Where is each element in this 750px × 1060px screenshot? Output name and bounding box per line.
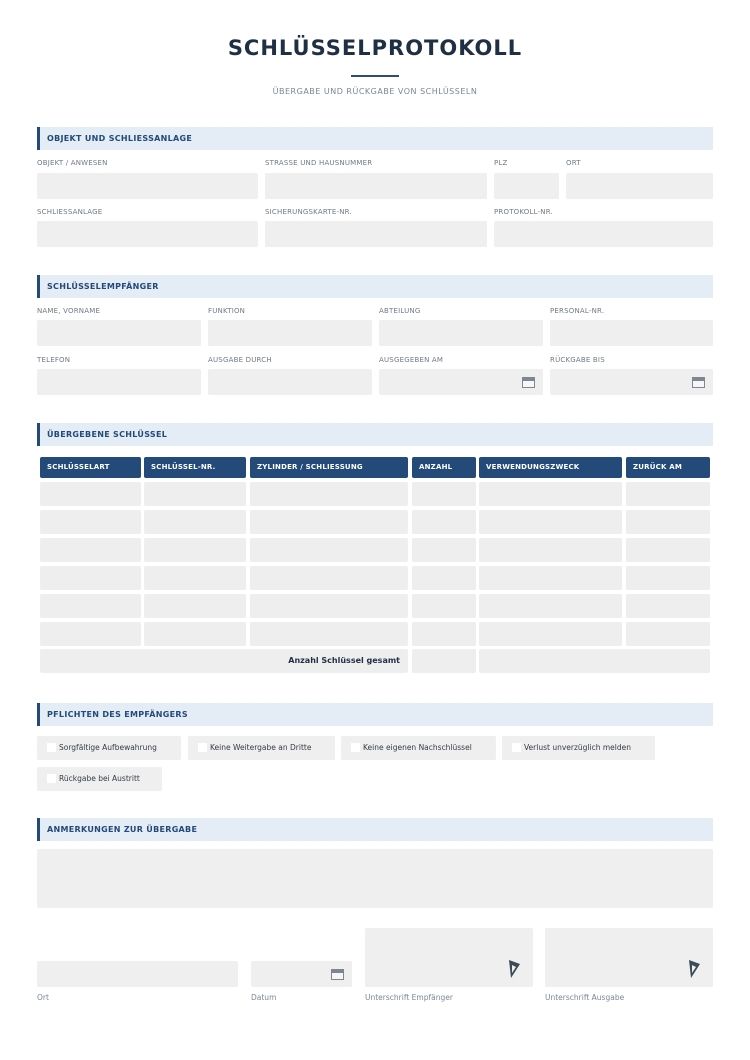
column-header-zylinder: ZYLINDER / SCHLIESSUNG <box>250 457 408 478</box>
label-unterschrift-empfaenger: Unterschrift Empfänger <box>365 993 453 1002</box>
checkbox-item[interactable] <box>188 736 335 760</box>
calendar-icon[interactable] <box>692 377 705 388</box>
checkbox-label: Keine Weitergabe an Dritte <box>210 743 312 752</box>
label-ausgabe-durch: AUSGABE DURCH <box>208 356 272 364</box>
datum-field[interactable] <box>251 961 352 987</box>
calendar-icon[interactable] <box>331 969 344 980</box>
objekt-field[interactable] <box>37 173 258 199</box>
label-protokoll: PROTOKOLL-NR. <box>494 208 553 216</box>
section-header-anmerkungen <box>37 818 713 841</box>
label-rueckgabe-bis: RÜCKGABE BIS <box>550 356 605 364</box>
strasse-field[interactable] <box>265 173 487 199</box>
section-header-empfaenger <box>37 275 713 298</box>
table-cell-verwendungszweck[interactable] <box>479 510 622 534</box>
table-cell-schluesselart[interactable] <box>40 482 141 506</box>
ausgegeben-am-field[interactable] <box>379 369 543 395</box>
label-plz: PLZ <box>494 159 508 167</box>
checkbox[interactable] <box>47 774 56 783</box>
label-ort: ORT <box>566 159 581 167</box>
ort-field[interactable] <box>566 173 713 199</box>
funktion-field[interactable] <box>208 320 372 346</box>
rueckgabe-bis-field[interactable] <box>550 369 713 395</box>
total-count-field[interactable] <box>412 649 476 673</box>
telefon-field[interactable] <box>37 369 201 395</box>
checkbox-label: Verlust unverzüglich melden <box>524 743 631 752</box>
table-cell-zurueck-am[interactable] <box>626 566 710 590</box>
table-cell-anzahl[interactable] <box>412 510 476 534</box>
checkbox-item[interactable] <box>37 736 181 760</box>
label-telefon: TELEFON <box>37 356 71 364</box>
label-name: NAME, VORNAME <box>37 307 101 315</box>
section-header-objekt <box>37 127 713 150</box>
table-cell-schluessel-nr[interactable] <box>144 510 246 534</box>
schliessanlage-field[interactable] <box>37 221 258 247</box>
abteilung-field[interactable] <box>379 320 543 346</box>
table-cell-schluesselart[interactable] <box>40 594 141 618</box>
ausgabe-durch-field[interactable] <box>208 369 372 395</box>
label-datum-footer: Datum <box>251 993 277 1002</box>
table-cell-verwendungszweck[interactable] <box>479 482 622 506</box>
table-cell-schluessel-nr[interactable] <box>144 538 246 562</box>
section-header-pflichten <box>37 703 713 726</box>
page-title: SCHLÜSSELPROTOKOLL <box>227 36 523 60</box>
table-cell-schluesselart[interactable] <box>40 538 141 562</box>
table-cell-schluesselart[interactable] <box>40 622 141 646</box>
section-title: ANMERKUNGEN ZUR ÜBERGABE <box>47 825 198 834</box>
column-header-schluessel-nr: SCHLÜSSEL-NR. <box>144 457 246 478</box>
checkbox-item[interactable] <box>341 736 496 760</box>
table-cell-anzahl[interactable] <box>412 538 476 562</box>
table-cell-verwendungszweck[interactable] <box>479 622 622 646</box>
table-cell-schluessel-nr[interactable] <box>144 594 246 618</box>
section-header-schluessel <box>37 423 713 446</box>
table-cell-verwendungszweck[interactable] <box>479 566 622 590</box>
checkbox[interactable] <box>47 743 56 752</box>
label-objekt: OBJEKT / ANWESEN <box>37 159 108 167</box>
checkbox[interactable] <box>198 743 207 752</box>
label-ort-footer: Ort <box>37 993 49 1002</box>
personal-field[interactable] <box>550 320 713 346</box>
table-cell-zylinder[interactable] <box>250 510 408 534</box>
table-cell-zurueck-am[interactable] <box>626 594 710 618</box>
total-label-cell <box>40 649 408 673</box>
checkbox-label: Sorgfältige Aufbewahrung <box>59 743 157 752</box>
table-cell-zylinder[interactable] <box>250 482 408 506</box>
label-schliessanlage: SCHLIESSANLAGE <box>37 208 103 216</box>
column-header-zurueck-am: ZURÜCK AM <box>626 457 710 478</box>
checkbox[interactable] <box>512 743 521 752</box>
table-cell-verwendungszweck[interactable] <box>479 538 622 562</box>
section-title: PFLICHTEN DES EMPFÄNGERS <box>47 710 188 719</box>
table-cell-zurueck-am[interactable] <box>626 510 710 534</box>
table-cell-schluessel-nr[interactable] <box>144 566 246 590</box>
label-abteilung: ABTEILUNG <box>379 307 421 315</box>
checkbox-item[interactable] <box>37 767 162 791</box>
section-title: ÜBERGEBENE SCHLÜSSEL <box>47 430 168 439</box>
table-cell-zylinder[interactable] <box>250 566 408 590</box>
checkbox-label: Rückgabe bei Austritt <box>59 774 140 783</box>
section-title: SCHLÜSSELEMPFÄNGER <box>47 282 159 291</box>
table-cell-zurueck-am[interactable] <box>626 622 710 646</box>
label-personal: PERSONAL-NR. <box>550 307 605 315</box>
checkbox[interactable] <box>351 743 360 752</box>
pen-icon <box>687 959 701 979</box>
label-strasse: STRASSE UND HAUSNUMMER <box>265 159 373 167</box>
label-funktion: FUNKTION <box>208 307 246 315</box>
table-cell-anzahl[interactable] <box>412 482 476 506</box>
anmerkungen-textarea[interactable] <box>37 849 713 908</box>
ort-signature-field[interactable] <box>37 961 238 987</box>
signature-empfaenger-field[interactable] <box>365 928 533 987</box>
table-cell-anzahl[interactable] <box>412 594 476 618</box>
label-sicherungskarte: SICHERUNGSKARTE-NR. <box>265 208 352 216</box>
plz-field[interactable] <box>494 173 559 199</box>
table-cell-schluesselart[interactable] <box>40 510 141 534</box>
table-cell-schluessel-nr[interactable] <box>144 622 246 646</box>
protokoll-field[interactable] <box>494 221 713 247</box>
table-cell-zurueck-am[interactable] <box>626 538 710 562</box>
calendar-icon[interactable] <box>522 377 535 388</box>
page-subtitle: ÜBERGABE UND RÜCKGABE VON SCHLÜSSELN <box>272 87 478 96</box>
checkbox-label: Keine eigenen Nachschlüssel <box>363 743 472 752</box>
table-cell-zylinder[interactable] <box>250 622 408 646</box>
name-field[interactable] <box>37 320 201 346</box>
total-spacer-cell <box>479 649 710 673</box>
signature-ausgabe-field[interactable] <box>545 928 713 987</box>
label-unterschrift-ausgabe: Unterschrift Ausgabe <box>545 993 625 1002</box>
table-cell-zylinder[interactable] <box>250 538 408 562</box>
table-cell-schluesselart[interactable] <box>40 566 141 590</box>
table-cell-zurueck-am[interactable] <box>626 482 710 506</box>
section-title: OBJEKT UND SCHLIESSANLAGE <box>47 134 193 143</box>
column-header-verwendungszweck: VERWENDUNGSZWECK <box>479 457 622 478</box>
table-cell-verwendungszweck[interactable] <box>479 594 622 618</box>
checkbox-item[interactable] <box>502 736 655 760</box>
table-cell-anzahl[interactable] <box>412 566 476 590</box>
table-cell-zylinder[interactable] <box>250 594 408 618</box>
total-label: Anzahl Schlüssel gesamt <box>288 656 400 665</box>
sicherungskarte-field[interactable] <box>265 221 487 247</box>
table-cell-anzahl[interactable] <box>412 622 476 646</box>
table-cell-schluessel-nr[interactable] <box>144 482 246 506</box>
pen-icon <box>507 959 521 979</box>
title-divider <box>351 75 399 77</box>
column-header-anzahl: ANZAHL <box>412 457 476 478</box>
column-header-schluesselart: SCHLÜSSELART <box>40 457 141 478</box>
label-ausgegeben-am: AUSGEGEBEN AM <box>379 356 444 364</box>
